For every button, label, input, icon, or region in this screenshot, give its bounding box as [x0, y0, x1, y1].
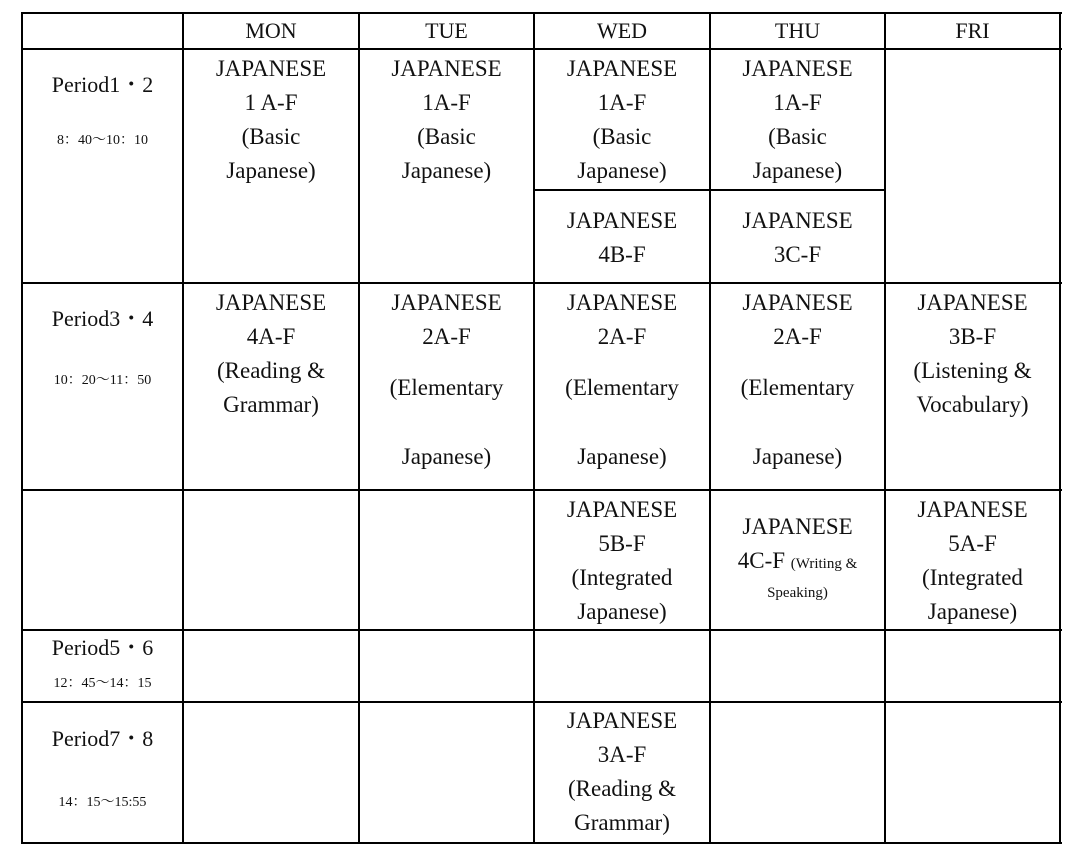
grid-line	[22, 48, 1062, 50]
class-code-line: 4C-F (Writing &	[737, 548, 858, 573]
period-7-8	[23, 724, 182, 812]
class-p12-thu-a: JAPANESE 1A-F (Basic Japanese)	[742, 56, 853, 183]
period-time: 8：40～10：10	[57, 133, 148, 148]
period-time: 10：20～11：50	[53, 373, 152, 388]
header-mon: MON	[245, 18, 297, 43]
class-p34-fri: JAPANESE 3B-F (Listening & Vocabulary)	[913, 290, 1032, 417]
period-label: Period5・6	[51, 635, 154, 660]
header-thu: THU	[774, 18, 821, 43]
class-p34b-wed: JAPANESE 5B-F (Integrated Japanese)	[566, 497, 678, 624]
grid-line	[22, 842, 1062, 844]
class-p12-tue: JAPANESE 1A-F (Basic Japanese)	[391, 56, 502, 183]
period-label: Period3・4	[51, 306, 154, 331]
period-1-2	[23, 70, 182, 150]
period-time: 14：15～15:55	[58, 795, 147, 810]
grid-line	[1059, 12, 1061, 844]
header-corner	[23, 14, 182, 48]
grid-line	[22, 282, 1062, 284]
class-p12-wed-a: JAPANESE 1A-F (Basic Japanese)	[566, 56, 678, 183]
period-5-6	[23, 633, 182, 693]
grid-line	[884, 12, 886, 844]
grid-line	[22, 701, 1062, 703]
class-p34-mon: JAPANESE 4A-F (Reading & Grammar)	[215, 290, 327, 417]
header-fri: FRI	[955, 18, 990, 43]
period-label: Period7・8	[51, 726, 154, 751]
grid-line	[22, 489, 1062, 491]
class-p34-tue: JAPANESE 2A-F (Elementary Japanese)	[389, 290, 504, 469]
class-p34-wed: JAPANESE 2A-F (Elementary Japanese)	[565, 290, 679, 469]
grid-line	[22, 629, 1062, 631]
class-p34b-thu: JAPANESE 4C-F (Writing & Speaking)	[737, 514, 858, 601]
period-time: 12：45～14：15	[53, 676, 152, 691]
class-p34-thu: JAPANESE 2A-F (Elementary Japanese)	[740, 290, 855, 469]
header-wed: WED	[596, 18, 648, 43]
class-p12-mon: JAPANESE 1 A-F (Basic Japanese)	[215, 56, 327, 183]
class-p34b-fri: JAPANESE 5A-F (Integrated Japanese)	[917, 497, 1028, 624]
class-p12-thu-b: JAPANESE 3C-F	[742, 208, 853, 267]
class-p78-wed: JAPANESE 3A-F (Reading & Grammar)	[566, 708, 678, 835]
class-p12-wed-b: JAPANESE 4B-F	[566, 208, 678, 267]
period-3-4	[23, 304, 182, 390]
period-label: Period1・2	[51, 72, 154, 97]
header-tue: TUE	[425, 18, 468, 43]
